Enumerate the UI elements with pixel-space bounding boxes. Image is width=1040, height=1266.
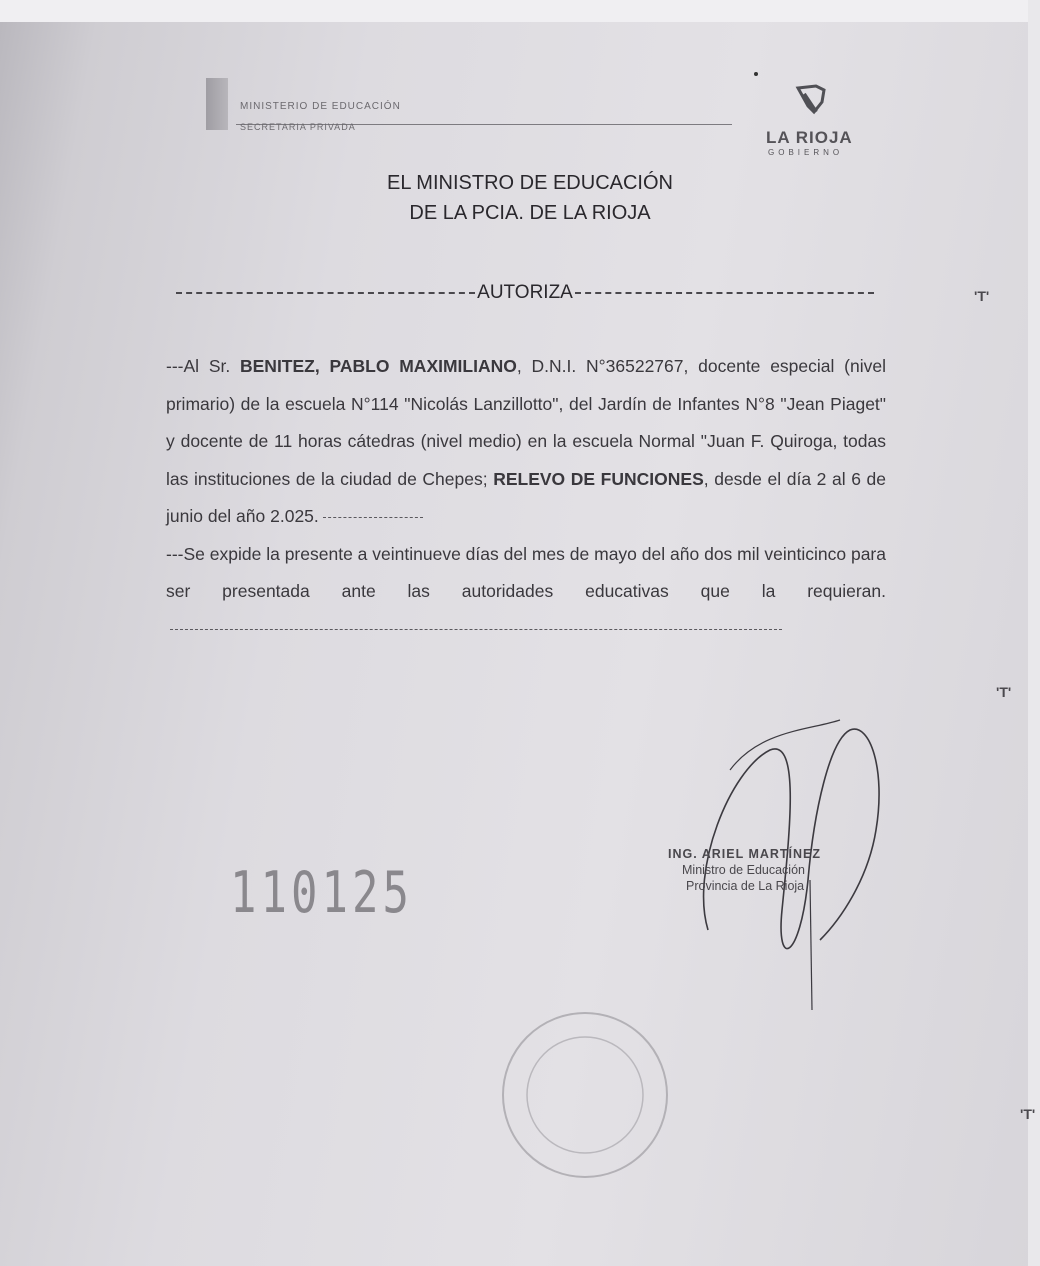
- paragraph-issuance: [166, 536, 886, 649]
- dash-fill: [170, 629, 782, 630]
- margin-mark: 'T': [996, 684, 1012, 700]
- margin-mark: 'T': [974, 288, 990, 304]
- page-right-edge: [1028, 0, 1040, 1266]
- signer-province: Provincia de La Rioja: [686, 879, 805, 893]
- signature-stamp: [668, 846, 868, 894]
- dash-leader-right: [575, 292, 874, 294]
- dash-leader-left: [176, 292, 475, 294]
- logo-name: LA RIOJA: [766, 128, 853, 147]
- date-range-text: , desde el día 2 al 6 de junio del año 2.025.: [166, 468, 887, 526]
- faded-official-seal: [490, 1000, 680, 1190]
- details-text: , D.N.I. N°36522767, docente especial (nivel primario) de la escuela N°114 "Nicolás Lanzillotto", del Jardín de Infantes N°8 "Jean Piaget" y docente de 11 horas cátedras (nivel medio) en la escuela Normal "Juan F. Quiroga, todas las instituciones de la ciudad de Chepes;: [166, 356, 886, 489]
- relief-of-duties: RELEVO DE FUNCIONES: [493, 468, 704, 489]
- ministry-subtitle: SECRETARIA PRIVADA: [240, 122, 356, 132]
- authorization-heading: [176, 282, 874, 304]
- paragraph-authorization: [166, 348, 886, 536]
- dot-mark: [754, 72, 758, 76]
- intro-text: ---Al Sr.: [166, 356, 240, 376]
- page-top-edge: [0, 0, 1040, 22]
- signer-name: ING. ARIEL MARTÍNEZ: [668, 847, 822, 861]
- heading-text: AUTORIZA: [477, 282, 573, 303]
- title-line-1: EL MINISTRO DE EDUCACIÓN: [387, 172, 673, 194]
- issuance-text: ---Se expide la presente a veintinueve días del mes de mayo del año dos mil veinticinco para ser presentada ante las autoridades educativas que la requieran.: [166, 543, 886, 601]
- margin-mark: 'T': [1020, 1106, 1036, 1122]
- person-name: BENITEZ, PABLO MAXIMILIANO: [240, 356, 517, 376]
- logo-subtitle: GOBIERNO: [768, 148, 844, 157]
- title-line-2: DE LA PCIA. DE LA RIOJA: [409, 202, 651, 224]
- dash-fill: [323, 517, 423, 518]
- signer-role: Ministro de Educación: [682, 863, 805, 877]
- letterhead-bar: [206, 78, 228, 130]
- document-body: [166, 348, 886, 648]
- stamp-number: 110125: [230, 860, 413, 927]
- ministry-name: MINISTERIO DE EDUCACIÓN: [240, 101, 401, 112]
- document-title: [300, 168, 760, 228]
